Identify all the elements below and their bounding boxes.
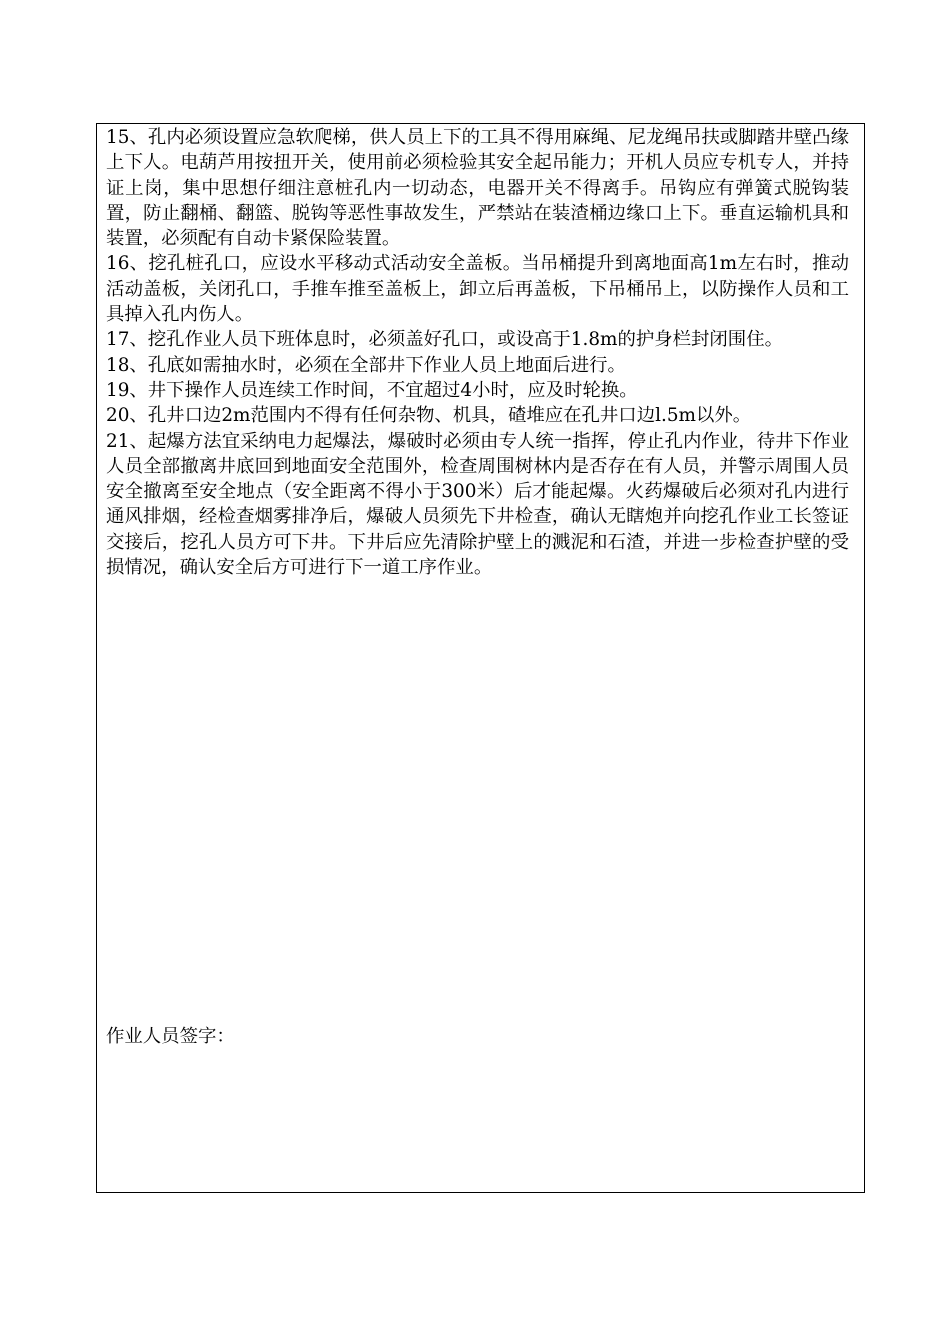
safety-rules-text [106, 125, 849, 580]
rule-19: 19、井下操作人员连续工作时间，不宜超过4小时，应及时轮换。 [106, 379, 638, 401]
rule-21: 21、起爆方法宜采纳电力起爆法，爆破时必须由专人统一指挥，停止孔内作业，待井下作业人员全部撤离井底回到地面安全范围外，检查周围树林内是否存在有人员，并警示周围人员安全撤离至安全地点（安全距离不得小于300米）后才能起爆。火药爆破后必须对孔内进行通风排烟，经检查烟雾排净后，爆破人员须先下井检查，确认无瞎炮并向挖孔作业工长签证交接后，挖孔人员方可下井。下井后应先清除护壁上的溅泥和石渣，并进一步检查护壁的受损情况，确认安全后方可进行下一道工序作业。 [106, 430, 849, 579]
signature-label: 作业人员签字： [106, 1026, 235, 1047]
rule-17: 17、挖孔作业人员下班体息时，必须盖好孔口，或设高于1.8m的护身栏封闭围住。 [106, 329, 783, 351]
content-frame [96, 123, 865, 1193]
rule-15: 15、孔内必须设置应急软爬梯，供人员上下的工具不得用麻绳、尼龙绳吊扶或脚踏井壁凸缘上下人。电葫芦用按扭开关，使用前必须检验其安全起吊能力；开机人员应专机专人，并持证上岗，集中思想仔细注意桩孔内一切动态，电器开关不得离手。吊钩应有弹簧式脱钩装置，防止翻桶、翻篮、脱钩等恶性事故发生，严禁站在装渣桶边缘口上下。垂直运输机具和装置，必须配有自动卡紧保险装置。 [106, 127, 849, 250]
rule-16: 16、挖孔桩孔口，应设水平移动式活动安全盖板。当吊桶提升到离地面高1m左右时，推动活动盖板，关闭孔口，手推车推至盖板上，卸立后再盖板，下吊桶吊上，以防操作人员和工具掉入孔内伤人。 [106, 253, 849, 326]
rule-18: 18、孔底如需抽水时，必须在全部井下作业人员上地面后进行。 [106, 354, 626, 376]
rule-20: 20、孔井口边2m范围内不得有任何杂物、机具，碴堆应在孔井口边l.5m以外。 [106, 405, 752, 427]
